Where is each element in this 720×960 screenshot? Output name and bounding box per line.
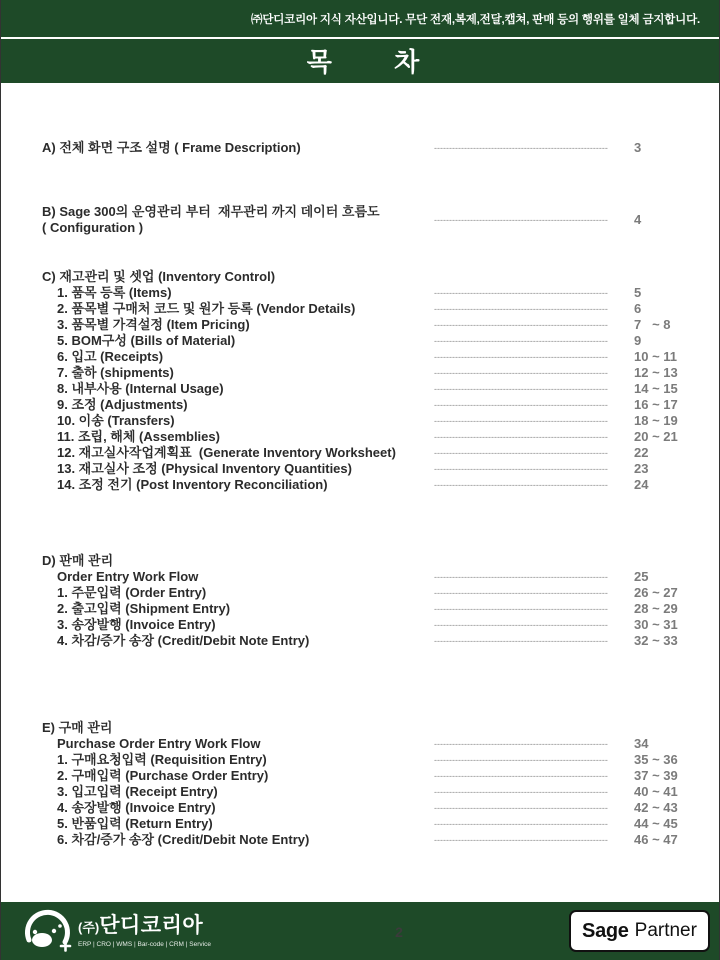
sage-partner-badge — [569, 910, 710, 952]
toc-entry-title: 1. 주문입력 (Order Entry) — [57, 585, 207, 600]
toc-leader: ---------------------------------------------------------- — [434, 384, 608, 394]
toc-section-heading — [1, 204, 719, 236]
company-prefix: (주) — [78, 920, 100, 935]
toc-page-number: 24 — [634, 477, 649, 492]
page-footer — [1, 902, 719, 960]
toc-section-heading — [1, 140, 719, 156]
toc-leader: ---------------------------------------------------------- — [434, 636, 608, 646]
toc-entry-title: 2. 구매입력 (Purchase Order Entry) — [57, 768, 269, 783]
toc-entry-title: 12. 재고실사작업계획표 (Generate Inventory Worksheet) — [57, 445, 396, 460]
toc-entry — [1, 832, 719, 848]
toc-entry — [1, 736, 719, 752]
toc-leader: ---------------------------------------------------------- — [434, 368, 608, 378]
toc-leader: ---------------------------------------------------------- — [434, 464, 608, 474]
toc-leader: ---------------------------------------------------------- — [434, 416, 608, 426]
toc-entry-title: 2. 품목별 구매처 코드 및 원가 등록 (Vendor Details) — [57, 301, 356, 316]
toc-entry — [1, 477, 719, 493]
toc-entry — [1, 601, 719, 617]
toc-page-number: 3 — [634, 140, 642, 155]
company-brand — [78, 913, 211, 949]
toc-entry-title: 5. BOM구성 (Bills of Material) — [57, 333, 236, 348]
toc-entry-title: Order Entry Work Flow — [57, 569, 199, 584]
toc-page-number: 34 — [634, 736, 649, 751]
toc-leader: ---------------------------------------------------------- — [434, 448, 608, 458]
toc-page-number: 5 — [634, 285, 642, 300]
toc-leader: ---------------------------------------------------------- — [434, 215, 608, 225]
toc-leader: ---------------------------------------------------------- — [434, 320, 608, 330]
toc-page-number: 14 ~ 15 — [634, 381, 678, 396]
toc-page-number: 37 ~ 39 — [634, 768, 678, 783]
toc-entry-title: 11. 조립, 해체 (Assemblies) — [57, 429, 220, 444]
toc-leader: ---------------------------------------------------------- — [434, 400, 608, 410]
toc-heading-text: A) 전체 화면 구조 설명 ( Frame Description) — [42, 140, 301, 155]
toc-page-number: 9 — [634, 333, 642, 348]
toc-leader: ---------------------------------------------------------- — [434, 604, 608, 614]
toc-leader: ---------------------------------------------------------- — [434, 336, 608, 346]
toc-entry — [1, 784, 719, 800]
toc-section-d — [1, 553, 719, 649]
toc-entry-title: 8. 내부사용 (Internal Usage) — [57, 381, 224, 396]
toc-entry-title: 1. 구매요청입력 (Requisition Entry) — [57, 752, 267, 767]
company-logo-icon — [20, 907, 74, 957]
toc-page-number: 40 ~ 41 — [634, 784, 678, 799]
page-number: 2 — [395, 924, 403, 940]
toc-entry — [1, 800, 719, 816]
toc-leader: ---------------------------------------------------------- — [434, 288, 608, 298]
toc-entry — [1, 768, 719, 784]
toc-page-number: 28 ~ 29 — [634, 601, 678, 616]
toc-section-e — [1, 720, 719, 848]
toc-leader: ---------------------------------------------------------- — [434, 304, 608, 314]
partner-label: Partner — [634, 920, 697, 941]
toc-entry-title: 1. 품목 등록 (Items) — [57, 285, 172, 300]
toc-page-number: 46 ~ 47 — [634, 832, 678, 847]
toc-section-a — [1, 140, 719, 156]
toc-leader: ---------------------------------------------------------- — [434, 480, 608, 490]
toc-heading-text: C) 재고관리 및 셋업 (Inventory Control) — [42, 269, 276, 284]
toc-entry — [1, 333, 719, 349]
toc-entry-title: 4. 송장발행 (Invoice Entry) — [57, 800, 216, 815]
toc-entry — [1, 381, 719, 397]
toc-entry-title: 4. 차감/증가 송장 (Credit/Debit Note Entry) — [57, 633, 310, 648]
toc-entry — [1, 752, 719, 768]
toc-heading-text: E) 구매 관리 — [42, 720, 113, 735]
toc-entry — [1, 461, 719, 477]
toc-entry — [1, 301, 719, 317]
toc-heading-text: ( Configuration ) — [42, 220, 144, 235]
toc-page-number: 6 — [634, 301, 642, 316]
toc-entry — [1, 585, 719, 601]
toc-leader: ---------------------------------------------------------- — [434, 755, 608, 765]
toc-entry — [1, 397, 719, 413]
toc-leader: ---------------------------------------------------------- — [434, 588, 608, 598]
toc-entry — [1, 349, 719, 365]
page-title: 목 차 — [306, 47, 420, 77]
sage-logo-text: Sage — [582, 919, 629, 942]
toc-entry-title: Purchase Order Entry Work Flow — [57, 736, 261, 751]
toc-page-number: 12 ~ 13 — [634, 365, 678, 380]
toc-entry — [1, 617, 719, 633]
toc-section-c — [1, 269, 719, 493]
toc-leader: ---------------------------------------------------------- — [434, 803, 608, 813]
toc-entry-title: 14. 조정 전기 (Post Inventory Reconciliation) — [57, 477, 328, 492]
toc-heading-text: B) Sage 300의 운영관리 부터 재무관리 까지 데이터 흐름도 — [42, 204, 380, 219]
toc-section-heading — [1, 269, 719, 285]
toc-page-number: 16 ~ 17 — [634, 397, 678, 412]
toc-section-heading — [1, 720, 719, 736]
toc-page-number: 35 ~ 36 — [634, 752, 678, 767]
toc-page-number: 22 — [634, 445, 649, 460]
toc-entry-title: 10. 이송 (Transfers) — [57, 413, 175, 428]
company-tagline: ERP | CRO | WMS | Bar-code | CRM | Service — [78, 941, 211, 948]
toc-entry — [1, 317, 719, 333]
toc-entry-title: 3. 입고입력 (Receipt Entry) — [57, 784, 218, 799]
toc-entry-title: 13. 재고실사 조정 (Physical Inventory Quantities) — [57, 461, 352, 476]
toc-section-heading — [1, 553, 719, 569]
company-name: 단디코리아 — [99, 914, 204, 937]
toc-entry — [1, 285, 719, 301]
toc-page-number: 7 ~ 8 — [634, 317, 671, 332]
toc-entry — [1, 633, 719, 649]
toc-entry-title: 2. 출고입력 (Shipment Entry) — [57, 601, 231, 616]
toc-leader: ---------------------------------------------------------- — [434, 352, 608, 362]
toc-page-number: 10 ~ 11 — [634, 349, 678, 364]
toc-entry — [1, 569, 719, 585]
toc-page-number: 26 ~ 27 — [634, 585, 678, 600]
toc-leader: ---------------------------------------------------------- — [434, 432, 608, 442]
toc-page-number: 32 ~ 33 — [634, 633, 678, 648]
toc-leader: ---------------------------------------------------------- — [434, 572, 608, 582]
toc-leader: ---------------------------------------------------------- — [434, 771, 608, 781]
toc-entry-title: 7. 출하 (shipments) — [57, 365, 174, 380]
table-of-contents — [1, 0, 719, 960]
toc-page-number: 23 — [634, 461, 649, 476]
toc-entry — [1, 365, 719, 381]
toc-entry-title: 9. 조정 (Adjustments) — [57, 397, 188, 412]
toc-heading-text: D) 판매 관리 — [42, 553, 114, 568]
toc-page-number: 4 — [634, 212, 642, 227]
toc-entry — [1, 816, 719, 832]
toc-leader: ---------------------------------------------------------- — [434, 835, 608, 845]
toc-leader: ---------------------------------------------------------- — [434, 739, 608, 749]
toc-entry — [1, 445, 719, 461]
toc-page-number: 20 ~ 21 — [634, 429, 678, 444]
toc-page-number: 44 ~ 45 — [634, 816, 678, 831]
toc-page-number: 18 ~ 19 — [634, 413, 678, 428]
toc-section-b — [1, 204, 719, 236]
copyright-notice: ㈜단디코리아 지식 자산입니다. 무단 전재,복제,전달,캡쳐, 판매 등의 행위를 일체 금지합니다. — [251, 14, 700, 26]
toc-entry-title: 3. 송장발행 (Invoice Entry) — [57, 617, 216, 632]
toc-entry-title: 6. 입고 (Receipts) — [57, 349, 164, 364]
toc-entry-title: 3. 품목별 가격설정 (Item Pricing) — [57, 317, 250, 332]
toc-page-number: 42 ~ 43 — [634, 800, 678, 815]
toc-leader: ---------------------------------------------------------- — [434, 787, 608, 797]
toc-entry-title: 6. 차감/증가 송장 (Credit/Debit Note Entry) — [57, 832, 310, 847]
toc-leader: ---------------------------------------------------------- — [434, 819, 608, 829]
toc-entry — [1, 429, 719, 445]
toc-leader: ---------------------------------------------------------- — [434, 620, 608, 630]
toc-entry — [1, 413, 719, 429]
toc-leader: ---------------------------------------------------------- — [434, 143, 608, 153]
toc-page-number: 30 ~ 31 — [634, 617, 678, 632]
toc-entry-title: 5. 반품입력 (Return Entry) — [57, 816, 213, 831]
toc-page-number: 25 — [634, 569, 649, 584]
